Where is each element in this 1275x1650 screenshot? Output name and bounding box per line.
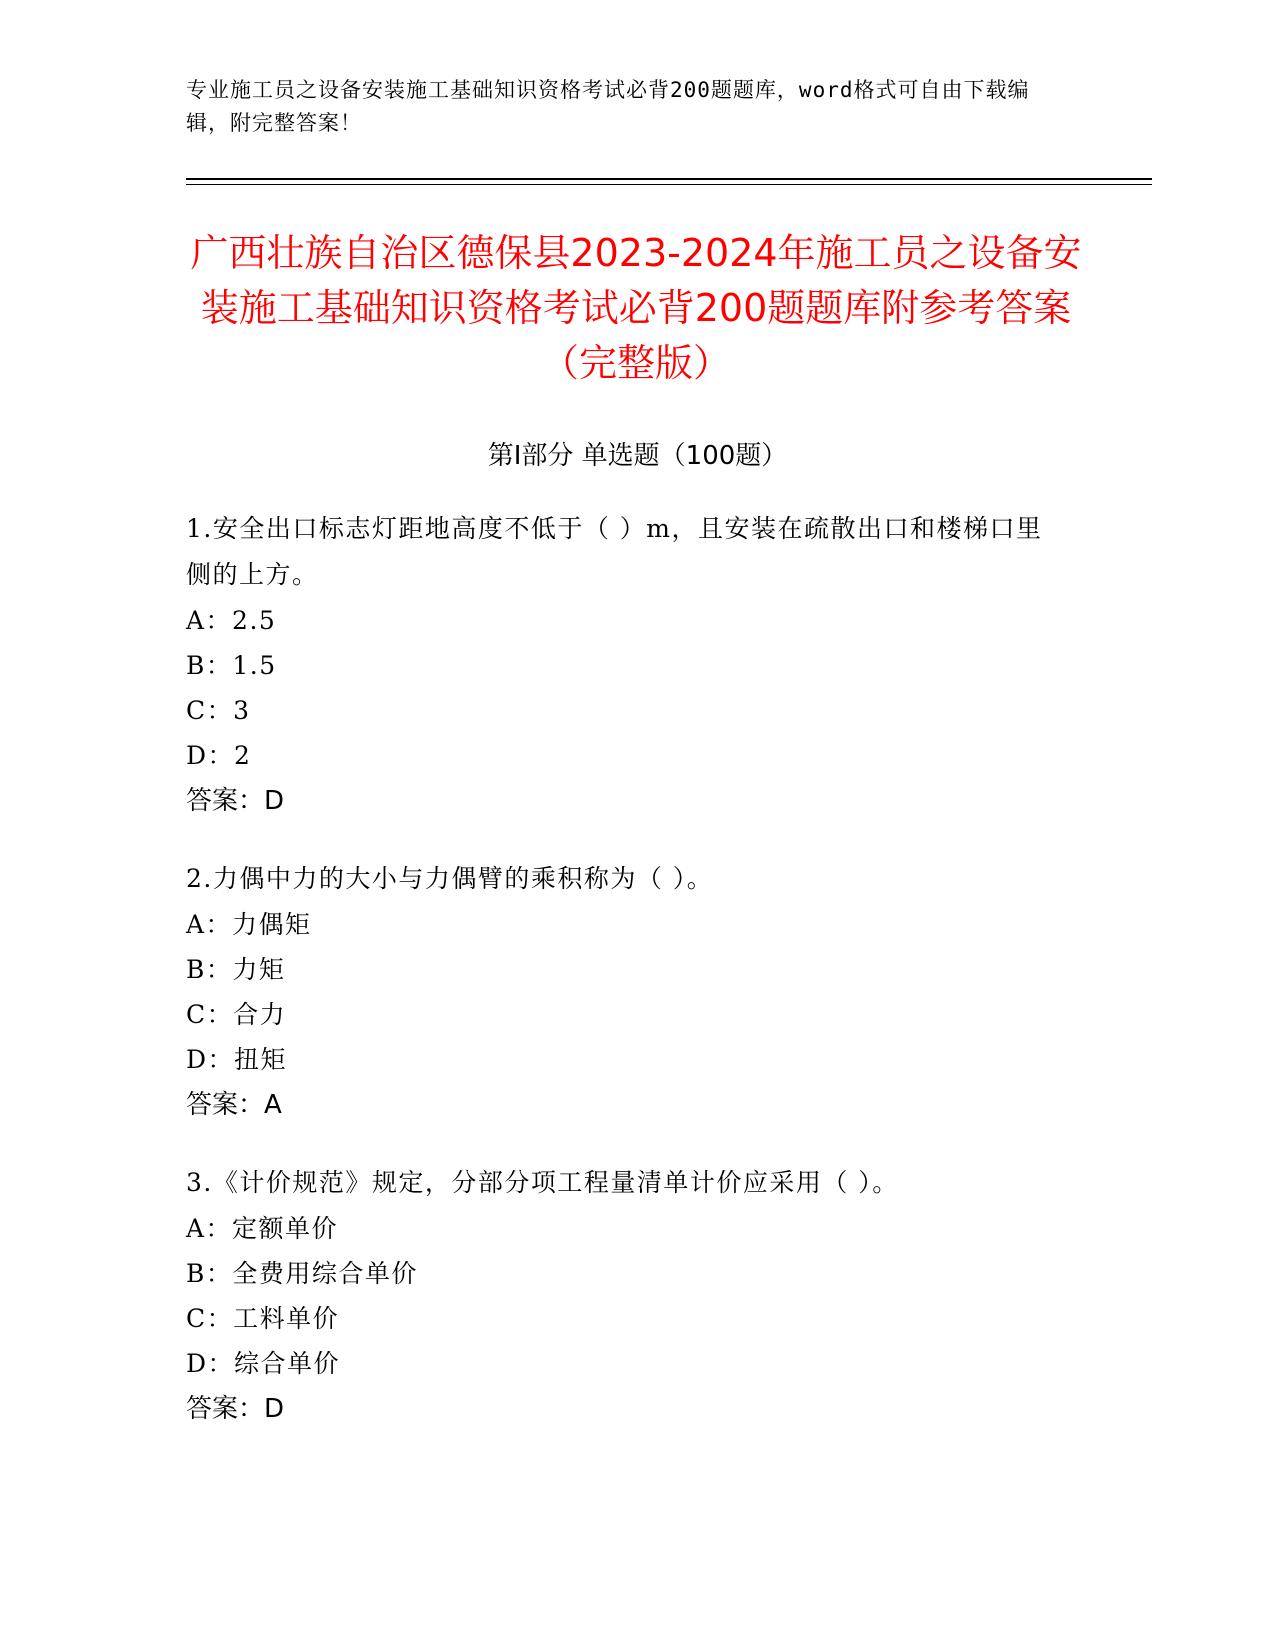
header-rule-thin xyxy=(186,184,1152,185)
answer: 答案：D xyxy=(186,786,285,816)
option-d: D：扭矩 xyxy=(186,1045,288,1074)
option-d: D：综合单价 xyxy=(186,1349,341,1378)
option-b: B：1.5 xyxy=(186,651,277,680)
answer: 答案：D xyxy=(186,1394,285,1424)
option-a: A：定额单价 xyxy=(186,1214,339,1243)
question-3 xyxy=(186,1160,1066,1432)
question-stem: 3.《计价规范》规定，分部分项工程量清单计价应采用（ ）。 xyxy=(186,1168,899,1197)
option-a: A：力偶矩 xyxy=(186,910,312,939)
document-title: 广西壮族自治区德保县2023-2024年施工员之设备安装施工基础知识资格考试必背200题题库附参考答案（完整版） xyxy=(190,231,1082,385)
option-b: B：力矩 xyxy=(186,955,286,984)
option-c: C：工料单价 xyxy=(186,1304,340,1333)
section-heading: 第Ⅰ部分 单选题（100题） xyxy=(487,441,788,471)
question-1 xyxy=(186,506,1066,824)
option-b: B：全费用综合单价 xyxy=(186,1259,418,1288)
question-2 xyxy=(186,856,1066,1128)
header-rule-thick xyxy=(186,178,1152,180)
option-c: C：3 xyxy=(186,696,251,725)
question-stem: 2.力偶中力的大小与力偶臂的乘积称为（ ）。 xyxy=(186,864,714,893)
answer: 答案：A xyxy=(186,1090,282,1120)
option-a: A：2.5 xyxy=(186,606,277,635)
option-c: C：合力 xyxy=(186,1000,287,1029)
header-note: 专业施工员之设备安装施工基础知识资格考试必背200题题库，word格式可自由下载编辑，附完整答案！ xyxy=(186,78,1030,135)
question-stem: 1.安全出口标志灯距地高度不低于（ ）m，且安装在疏散出口和楼梯口里侧的上方。 xyxy=(186,514,1043,589)
option-d: D：2 xyxy=(186,741,252,770)
